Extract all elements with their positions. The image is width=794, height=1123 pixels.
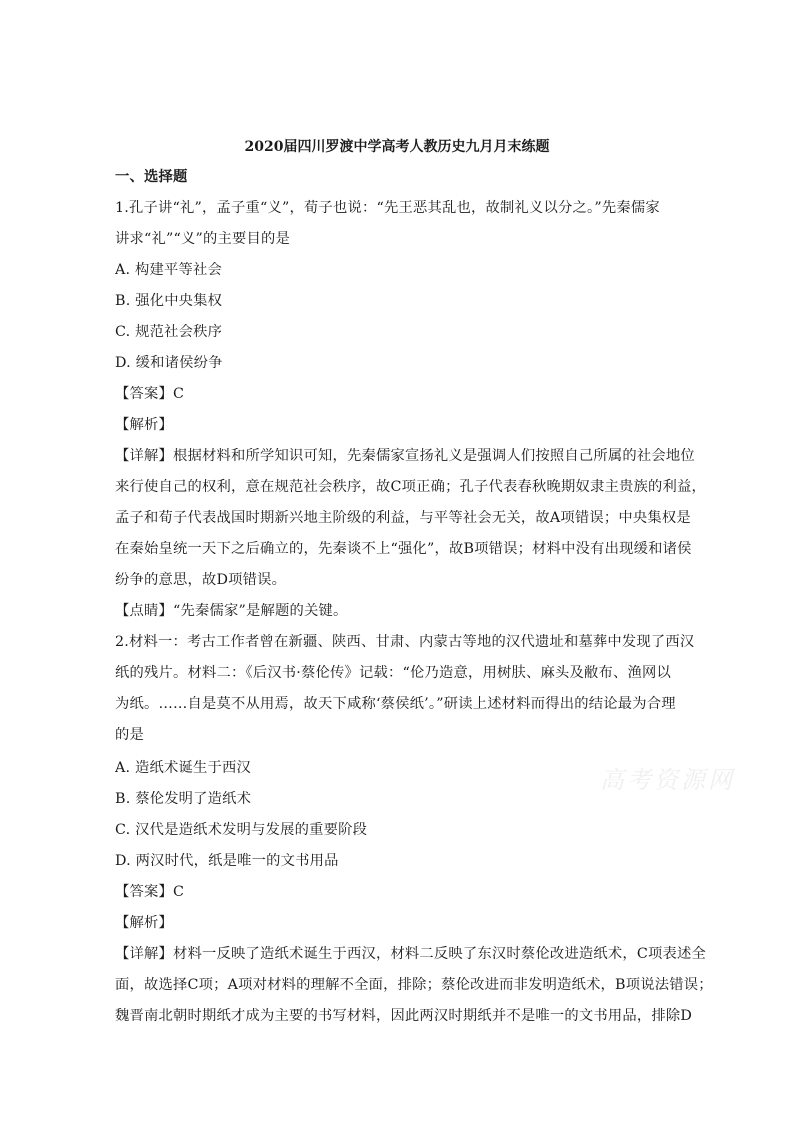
q2-stem-line-4: 的是 [115,727,144,743]
q2-stem-line-2: 纸的残片。材料二：《后汉书·蔡伦传》记载：“伦乃造意，用树肤、麻头及敝布、渔网以 [115,665,671,681]
q1-answer: 【答案】C [115,386,185,402]
q2-option-a: A. 造纸术诞生于西汉 [115,760,251,776]
q2-detail-line-3: 魏晋南北朝时期纸才成为主要的书写材料，因此两汉时期纸并不是唯一的文书用品，排除D [115,1008,693,1024]
q2-detail-line-2: 面，故选择C项；A项对材料的理解不全面，排除；蔡伦改进而非发明造纸术，B项说法错误； [115,977,713,993]
q2-detail-line-1: 【详解】材料一反映了造纸术诞生于西汉，材料二反映了东汉时蔡伦改进造纸术，C项表述全 [115,946,707,962]
q2-stem-line-3: 为纸。……自是莫不从用焉，故天下咸称‘蔡侯纸’。”研读上述材料而得出的结论最为合理 [115,696,676,712]
page-title: 2020届四川罗渡中学高考人教历史九月月末练题 [244,139,550,155]
q1-analysis-label: 【解析】 [115,417,173,433]
q1-stem-line-1: 1.孔子讲“礼”，孟子重“义”，荀子也说：“先王恶其乱也，故制礼义以分之。”先秦儒家 [115,200,660,216]
q1-option-d: D. 缓和诸侯纷争 [115,355,223,371]
q2-analysis-label: 【解析】 [115,915,173,931]
q2-answer: 【答案】C [115,884,185,900]
q2-option-d: D. 两汉时代，纸是唯一的文书用品 [115,853,339,869]
q1-detail-line-4: 在秦始皇统一天下之后确立的，先秦谈不上“强化”，故B项错误；材料中没有出现缓和诸侯 [115,541,692,557]
q1-tip: 【点睛】“先秦儒家”是解题的关键。 [115,603,348,619]
watermark-text: 高考资源网 [600,766,735,794]
section-heading: 一、选择题 [115,169,188,185]
q1-detail-line-2: 来行使自己的权利，意在规范社会秩序，故C项正确；孔子代表春秋晚期奴隶主贵族的利益， [115,479,707,495]
q1-option-a: A. 构建平等社会 [115,262,222,278]
q1-detail-line-1: 【详解】根据材料和所学知识可知，先秦儒家宣扬礼义是强调人们按照自己所属的社会地位 [115,448,695,464]
q1-detail-line-3: 孟子和荀子代表战国时期新兴地主阶级的利益，与平等社会无关，故A项错误；中央集权是 [115,510,691,526]
q2-stem-line-1: 2.材料一：考古工作者曾在新疆、陕西、甘肃、内蒙古等地的汉代遗址和墓葬中发现了西汉 [115,634,695,650]
q1-detail-line-5: 纷争的意思，故D项错误。 [115,572,287,588]
q2-option-b: B. 蔡伦发明了造纸术 [115,791,252,807]
q1-option-c: C. 规范社会秩序 [115,324,223,340]
q2-option-c: C. 汉代是造纸术发明与发展的重要阶段 [115,822,368,838]
q1-option-b: B. 强化中央集权 [115,293,223,309]
q1-stem-line-2: 讲求“礼”“义”的主要目的是 [115,231,291,247]
